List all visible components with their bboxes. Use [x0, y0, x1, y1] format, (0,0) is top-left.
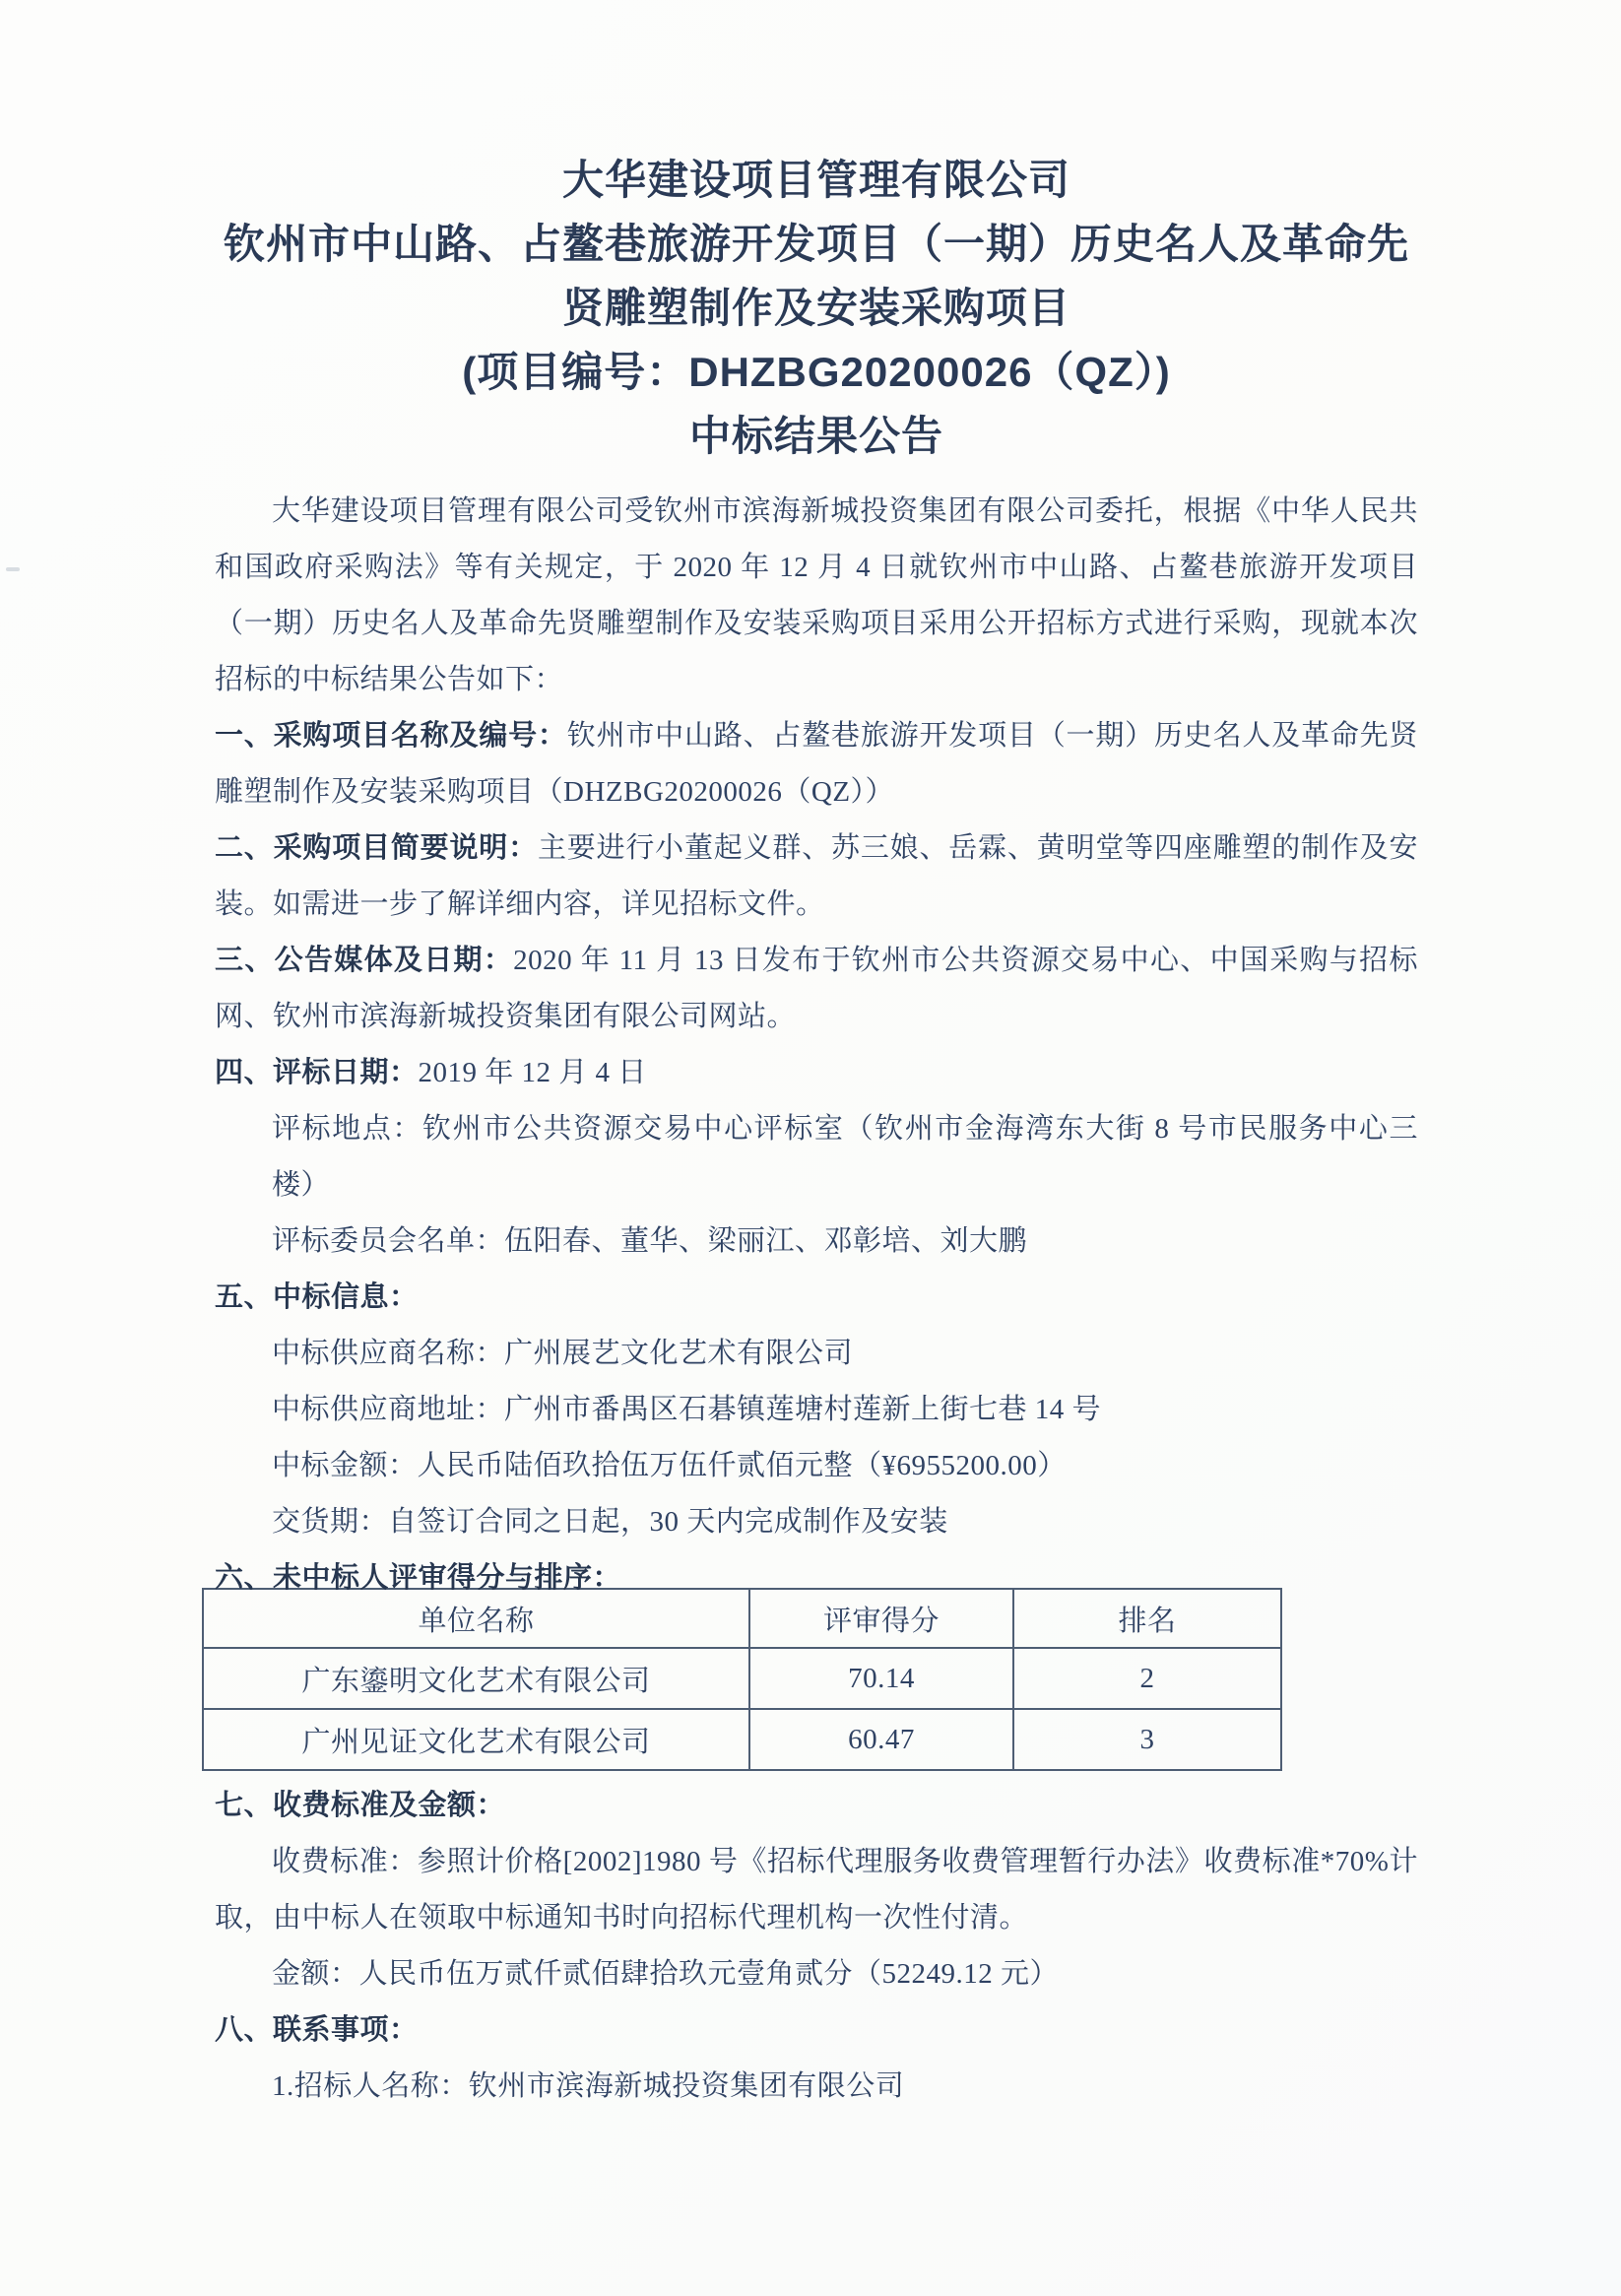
rank-cell: 2 — [1013, 1648, 1281, 1709]
evaluation-date: 2019 年 12 月 4 日 — [418, 1057, 647, 1088]
section-6-heading: 六、未中标人评审得分与排序： — [215, 1562, 622, 1594]
fee-standard-paragraph: 收费标准：参照计价格[2002]1980 号《招标代理服务收费管理暂行办法》收费标准*70%计取，由中标人在领取中标通知书时向招标代理机构一次性付清。 — [215, 1846, 1418, 1934]
winning-supplier-address-line: 中标供应商地址：广州市番禺区石碁镇莲塘村莲新上街七巷 14 号 — [272, 1394, 1102, 1425]
company-cell: 广州见证文化艺术有限公司 — [203, 1709, 749, 1770]
score-table-header-rank: 排名 — [1013, 1589, 1281, 1648]
company-cell: 广东鎏明文化艺术有限公司 — [203, 1648, 749, 1709]
section-5-heading: 五、中标信息： — [215, 1281, 419, 1313]
section-2-heading: 二、采购项目简要说明： — [215, 832, 538, 864]
losing-bidders-score-table — [202, 1588, 1282, 1771]
section-2-paragraph — [215, 820, 1418, 933]
score-table-header-company: 单位名称 — [203, 1589, 749, 1648]
evaluation-committee-line: 评标委员会名单：伍阳春、董华、梁丽江、邓彰培、刘大鹏 — [272, 1225, 1028, 1257]
tenderee-name-line: 1.招标人名称：钦州市滨海新城投资集团有限公司 — [272, 2070, 905, 2102]
title-line-project-number: (项目编号：DHZBG20200026（QZ）) — [462, 349, 1171, 395]
section-3-text: 2020 年 11 月 13 日发布于钦州市公共资源交易中心、中国采购与招标网、钦州市滨海新城投资集团有限公司网站。 — [215, 945, 1418, 1032]
section-4-paragraph — [215, 1045, 1418, 1101]
rank-cell: 3 — [1013, 1709, 1281, 1770]
title-line-company: 大华建设项目管理有限公司 — [561, 157, 1070, 203]
section-2-text: 主要进行小董起义群、苏三娘、岳霖、黄明堂等四座雕塑的制作及安装。如需进一步了解详细内容，详见招标文件。 — [215, 832, 1418, 920]
section-1-text: 钦州市中山路、占鳌巷旅游开发项目（一期）历史名人及革命先贤雕塑制作及安装采购项目（DHZBG20200026（QZ）） — [215, 720, 1418, 808]
section-1-paragraph — [215, 708, 1418, 820]
intro-paragraph: 大华建设项目管理有限公司受钦州市滨海新城投资集团有限公司委托，根据《中华人民共和国政府采购法》等有关规定，于 2020 年 12 月 4 日就钦州市中山路、占鳌巷旅游开发项目（一期）历史名人及革命先贤雕塑制作及安装采购项目采用公开招标方式进行采购，现就本次招标的中标结果公告如下： — [215, 495, 1418, 695]
table-row — [203, 1709, 1281, 1770]
section-8-heading: 八、联系事项： — [215, 2014, 419, 2046]
section-7-paragraph — [215, 1778, 1418, 1834]
title-line-announcement: 中标结果公告 — [688, 413, 943, 459]
scan-artifact — [6, 567, 20, 571]
score-cell: 60.47 — [749, 1709, 1013, 1770]
delivery-period-line: 交货期：自签订合同之日起，30 天内完成制作及安装 — [272, 1506, 948, 1538]
winning-amount-line: 中标金额：人民币陆佰玖拾伍万伍仟贰佰元整（¥6955200.00） — [272, 1450, 1067, 1481]
table-row — [203, 1648, 1281, 1709]
title-line-project-1: 钦州市中山路、占鳌巷旅游开发项目（一期）历史名人及革命先 — [223, 221, 1409, 267]
fee-amount-line: 金额：人民币伍万贰仟贰佰肆拾玖元壹角贰分（52249.12 元） — [272, 1958, 1060, 1990]
section-8-paragraph — [215, 2002, 1418, 2059]
section-5-paragraph — [215, 1270, 1418, 1326]
score-table-header-score: 评审得分 — [749, 1589, 1013, 1648]
title-line-project-2: 贤雕塑制作及安装采购项目 — [561, 285, 1070, 331]
document-title-block — [215, 148, 1418, 468]
section-3-heading: 三、公告媒体及日期： — [215, 945, 514, 976]
section-1-heading: 一、采购项目名称及编号： — [215, 720, 567, 752]
section-7-heading: 七、收费标准及金额： — [215, 1790, 506, 1821]
section-3-paragraph — [215, 933, 1418, 1045]
winning-supplier-name-line: 中标供应商名称：广州展艺文化艺术有限公司 — [272, 1338, 854, 1369]
score-cell: 70.14 — [749, 1648, 1013, 1709]
evaluation-venue-line: 评标地点：钦州市公共资源交易中心评标室（钦州市金海湾东大街 8 号市民服务中心三楼） — [272, 1113, 1418, 1201]
section-4-heading: 四、评标日期： — [215, 1057, 419, 1088]
